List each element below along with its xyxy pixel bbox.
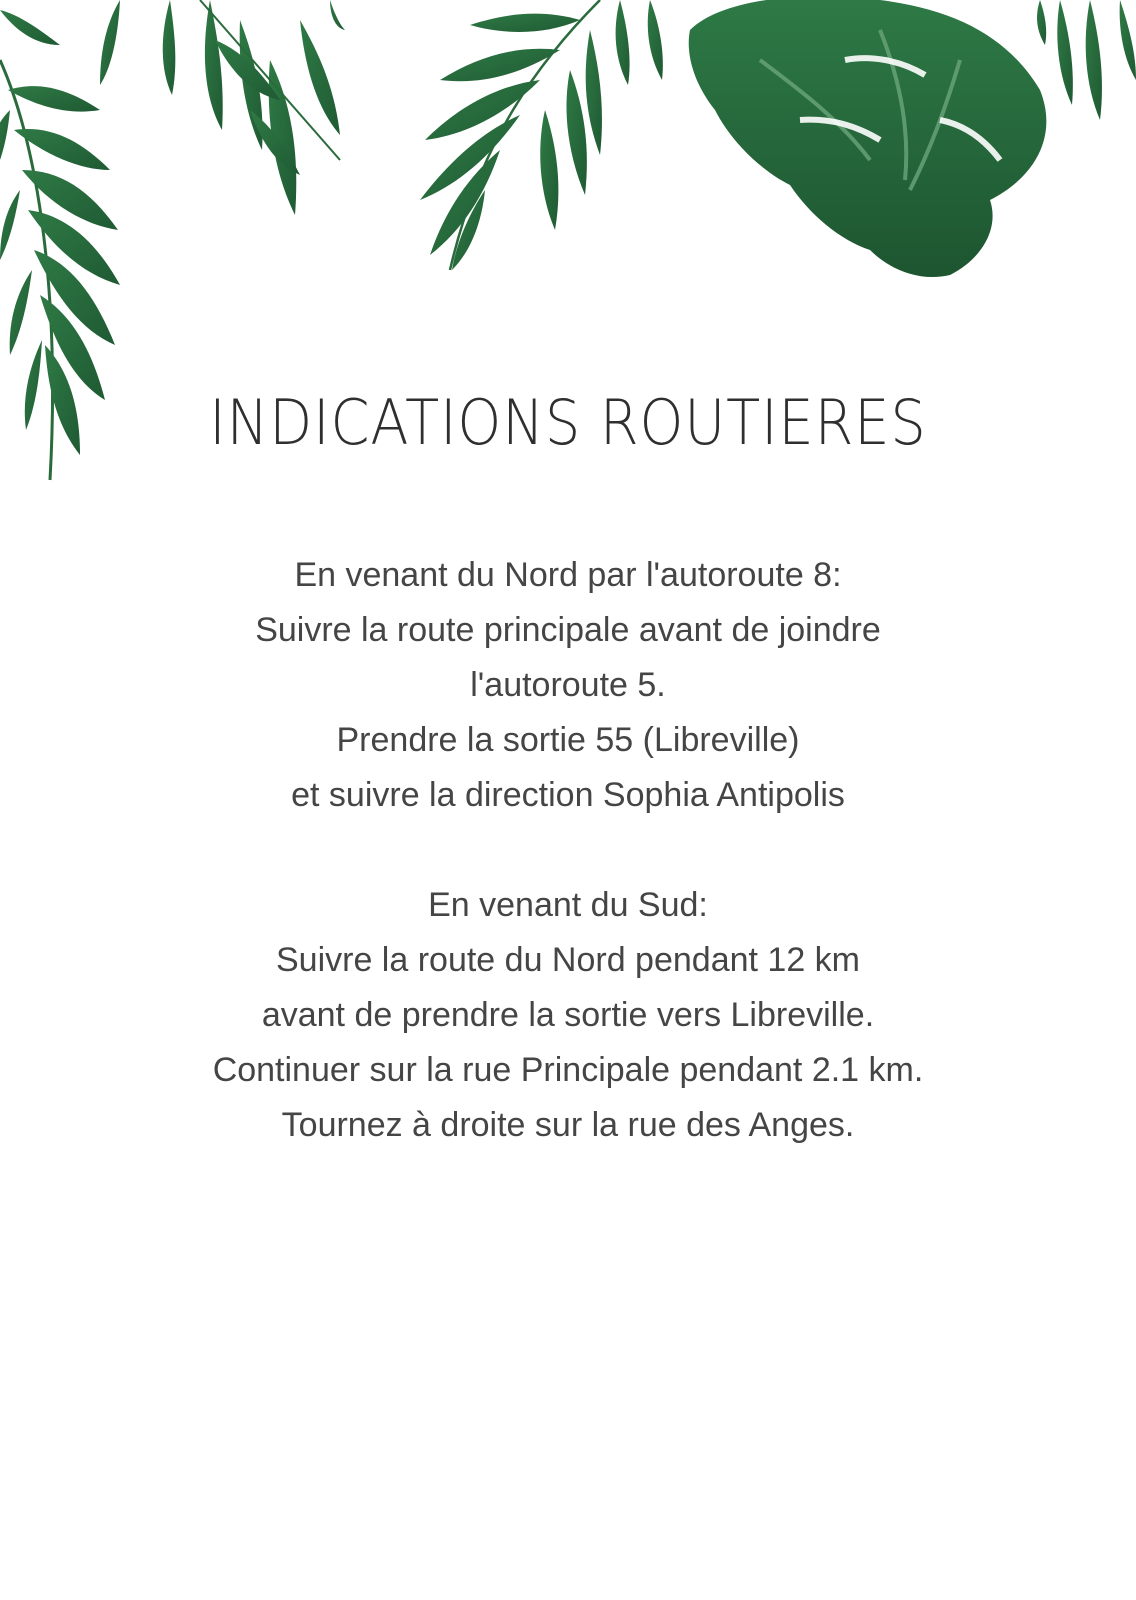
direction-line: avant de prendre la sortie vers Libreville. [261,996,875,1034]
direction-line: l'autoroute 5. [470,666,666,704]
direction-line: Tournez à droite sur la rue des Anges. [281,1106,855,1144]
direction-line: En venant du Nord par l'autoroute 8: [294,556,842,594]
direction-line: En venant du Sud: [428,886,708,924]
directions-text [0,548,1136,1153]
palm-frond-center [420,0,663,270]
monstera-leaf [689,0,1047,277]
page-title: INDICATIONS ROUTIERES [209,386,927,459]
direction-line: Prendre la sortie 55 (Libreville) [336,721,800,759]
directions-from-north [0,548,1136,823]
direction-line: et suivre la direction Sophia Antipolis [291,776,845,814]
hanging-leaves-right [1037,0,1136,120]
direction-line: Continuer sur la rue Principale pendant 2.1 km. [212,1051,924,1089]
direction-line: Suivre la route du Nord pendant 12 km [275,941,860,979]
direction-line: Suivre la route principale avant de joindre [255,611,881,649]
directions-from-south [0,878,1136,1153]
hanging-leaves-left-center [100,0,345,215]
